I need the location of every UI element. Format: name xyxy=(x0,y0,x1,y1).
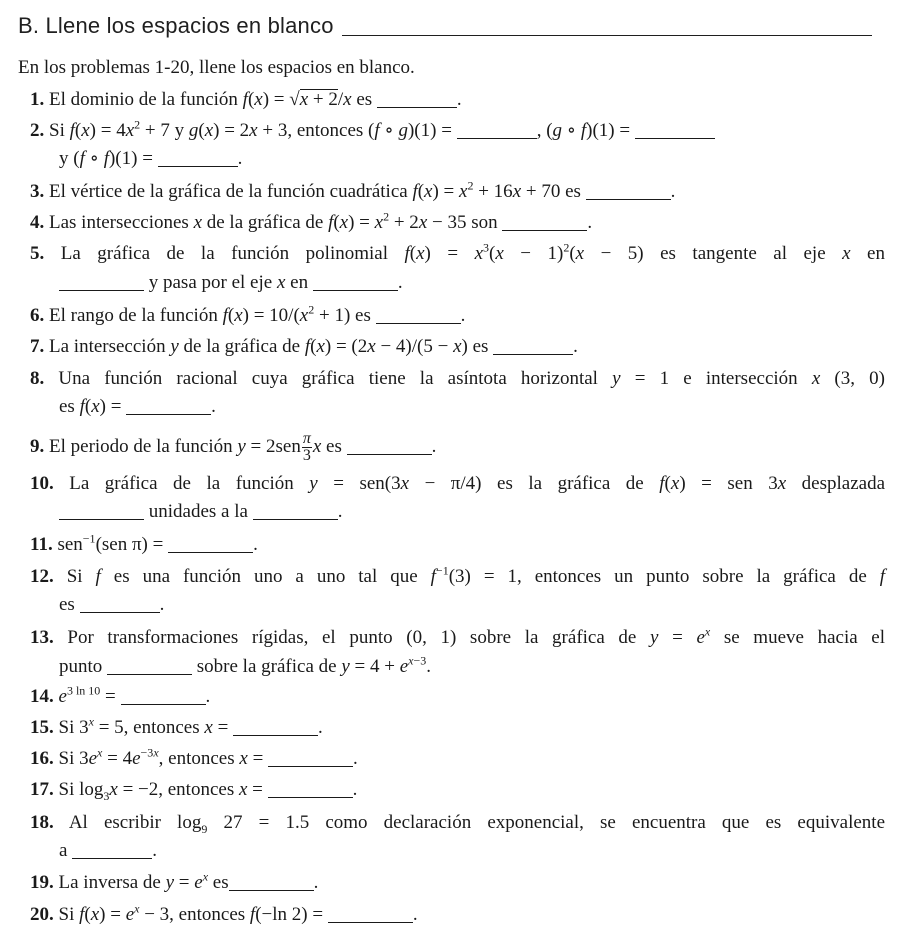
problem-13: 13. Por transformaciones rígidas, el punto (0, 1) sobre la gráfica de $y = e^x$ se mueve hacia el xyxy=(30,624,886,648)
problem-number: 4. xyxy=(30,212,45,233)
problem-13-cont: punto sobre la gráfica de $y = 4 + e^{x-3}$. xyxy=(59,653,431,677)
answer-blank[interactable] xyxy=(233,719,318,736)
problem-number: 15. xyxy=(30,717,54,738)
intro-text: En los problemas 1-20, llene los espacios en blanco. xyxy=(18,57,415,78)
problem-2-cont: y (f ∘ f)(1) = . xyxy=(59,148,243,169)
problem-6: 6. El rango de la función $f(x) = 10/(x^2 + 1)$ es . xyxy=(30,302,466,326)
problem-number: 9. xyxy=(30,435,45,457)
section-header xyxy=(18,13,872,39)
problem-4: 4. Las intersecciones x de la gráfica de $f(x) = x^2 + 2x - 35$ son . xyxy=(30,209,593,233)
problem-5-cont: y pasa por el eje x en . xyxy=(59,272,403,294)
answer-blank[interactable] xyxy=(502,214,587,231)
answer-blank[interactable] xyxy=(253,503,338,520)
answer-blank[interactable] xyxy=(457,122,537,139)
problem-14: 14. $e^{3 ln 10}$ = . xyxy=(30,683,211,707)
answer-blank[interactable] xyxy=(59,274,144,291)
problem-15: 15. Si $3^x = 5$, entonces x = . xyxy=(30,714,323,738)
problem-number: 16. xyxy=(30,748,54,769)
problem-5: 5. La gráfica de la función polinomial $f(x) = x^3(x - 1)^2(x - 5)$ es tangente al eje x en xyxy=(30,240,885,264)
problem-8: 8. Una función racional cuya gráfica tiene la asíntota horizontal y = 1 e intersección x (3, 0) xyxy=(30,368,885,389)
problem-20: 20. Si $f(x) = e^x - 3$, entonces f(−ln 2) = . xyxy=(30,901,418,925)
problem-number: 18. xyxy=(30,812,54,833)
answer-blank[interactable] xyxy=(80,596,160,613)
problem-number: 7. xyxy=(30,336,45,357)
problem-8-cont: es f(x) = . xyxy=(59,396,216,417)
problem-18: 18. Al escribir $\log_9 27 = 1.5$ como declaración exponencial, se encuentra que es equivalente xyxy=(30,812,886,836)
problem-number: 2. xyxy=(30,120,45,141)
problem-number: 11. xyxy=(30,534,53,555)
problem-16: 16. Si $3e^x = 4e^{-3x}$, entonces x = . xyxy=(30,745,358,769)
answer-blank[interactable] xyxy=(268,781,353,798)
problem-number: 17. xyxy=(30,779,54,800)
problem-number: 3. xyxy=(30,181,45,202)
answer-blank[interactable] xyxy=(268,750,353,767)
answer-blank[interactable] xyxy=(121,688,206,705)
answer-blank[interactable] xyxy=(347,438,432,455)
answer-blank[interactable] xyxy=(313,274,398,291)
problem-17: 17. Si $\log_3x = -2$, entonces x = . xyxy=(30,779,358,803)
problem-7: 7. La intersección y de la gráfica de f(x) = (2x − 4)/(5 − x) es . xyxy=(30,336,578,357)
answer-blank[interactable] xyxy=(107,658,192,675)
answer-blank[interactable] xyxy=(328,906,413,923)
problem-18-cont: a . xyxy=(59,840,157,861)
answer-blank[interactable] xyxy=(168,536,253,553)
problem-number: 20. xyxy=(30,904,54,925)
problem-19: 19. La inversa de $y = e^x$ es . xyxy=(30,869,319,893)
problem-10: 10. La gráfica de la función y = sen(3x − π/4) es la gráfica de f(x) = sen 3x desplazada xyxy=(30,473,886,494)
problem-number: 8. xyxy=(30,368,45,389)
problem-number: 12. xyxy=(30,566,54,587)
problem-number: 14. xyxy=(30,686,54,707)
title-rule xyxy=(342,35,872,36)
answer-blank[interactable] xyxy=(158,150,238,167)
problem-10-cont: unidades a la . xyxy=(59,501,342,523)
problem-12: 12. Si f es una función uno a uno tal que $f^{-1}(3) = 1$, entonces un punto sobre la gráfica de f xyxy=(30,563,886,587)
problem-number: 13. xyxy=(30,627,54,648)
problem-12-cont: es . xyxy=(59,594,165,615)
problem-number: 19. xyxy=(30,872,54,893)
answer-blank[interactable] xyxy=(376,307,461,324)
problem-1: 1. El dominio de la función f(x) = √x + 2/x es . xyxy=(30,89,462,110)
section-title: B. Llene los espacios en blanco xyxy=(18,13,334,38)
answer-blank[interactable] xyxy=(586,183,671,200)
pi-over-three-fraction: $\frac{\pi}{3}$ xyxy=(302,430,311,464)
answer-blank[interactable] xyxy=(126,398,211,415)
answer-blank[interactable] xyxy=(377,91,457,108)
problem-9: 9. El periodo de la función y = 2sen $\frac{\pi}{3}$ x es . xyxy=(30,430,437,464)
problem-number: 1. xyxy=(30,89,45,110)
problem-3: 3. El vértice de la gráfica de la función cuadrática $f(x) = x^2 + 16x + 70$ es . xyxy=(30,178,676,202)
answer-blank[interactable] xyxy=(72,842,152,859)
problem-2: 2. Si $f(x) = 4x^2 + 7$ y g(x) = 2x + 3, entonces (f ∘ g)(1) = , (g ∘ f)(1) = xyxy=(30,120,715,142)
problem-11: 11. sen$^{-1}$(sen π) = . xyxy=(30,531,258,555)
problem-number: 6. xyxy=(30,305,45,326)
answer-blank[interactable] xyxy=(229,874,314,891)
answer-blank[interactable] xyxy=(635,122,715,139)
problem-number: 10. xyxy=(30,473,54,494)
answer-blank[interactable] xyxy=(493,338,573,355)
answer-blank[interactable] xyxy=(59,503,144,520)
problem-number: 5. xyxy=(30,243,45,264)
